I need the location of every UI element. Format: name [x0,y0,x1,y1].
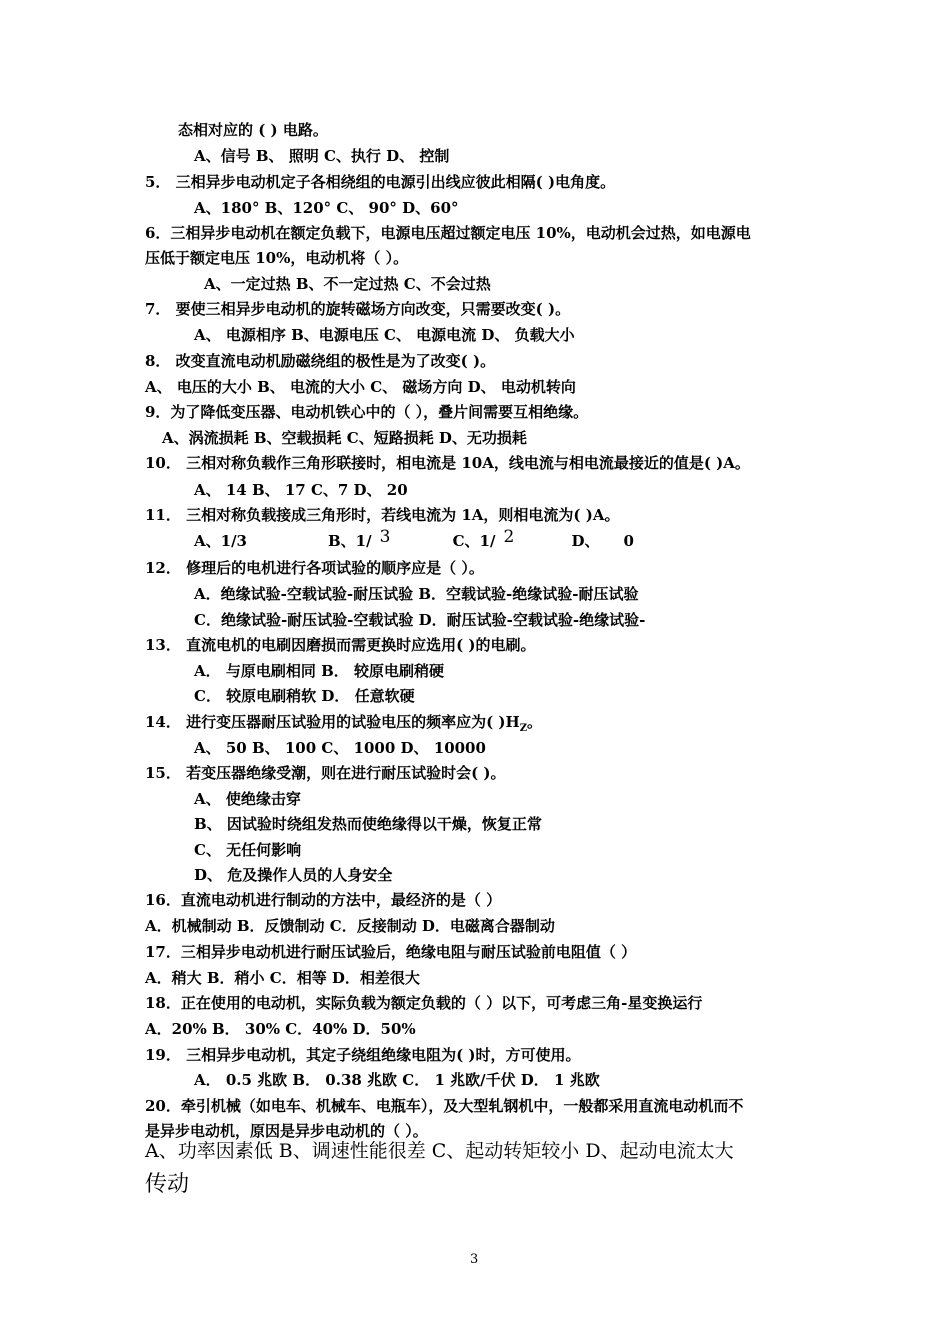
text-line: 20．牵引机械（如电车、机械车、电瓶车），及大型轧钢机中，一般都采用直流电动机而不 [145,1097,744,1115]
q14-text: 14． 进行变压器耐压试验用的试验电压的频率应为( )H [145,713,520,731]
q11-option-d-value: 0 [623,532,634,550]
text-line: A、 50 B、 100 C、 1000 D、 10000 [194,739,486,757]
q11-options [194,527,634,551]
q11-option-d: D、 [571,532,600,550]
text-line: 12． 修理后的电机进行各项试验的顺序应是（ ）。 [145,559,484,577]
text-line: 15． 若变压器绝缘受潮，则在进行耐压试验时会( )。 [145,764,506,782]
text-line: A．机械制动 B．反馈制动 C．反接制动 D．电磁离合器制动 [145,917,555,935]
text-line: 压低于额定电压 10%，电动机将（ ）。 [145,249,409,267]
text-line: 16．直流电动机进行制动的方法中，最经济的是（ ） [145,891,502,909]
text-line: 7． 要使三相异步电动机的旋转磁场方向改变，只需要改变( )。 [145,300,571,318]
text-line: A、 使绝缘击穿 [194,790,301,808]
text-line: 19． 三相异步电动机，其定子绕组绝缘电阻为( )时，方可使用。 [145,1046,581,1064]
q14-unit-subscript: Z [519,723,527,734]
text-line: A、180° B、120° C、 90° D、60° [194,199,459,217]
text-line: A． 0.5 兆欧 B． 0.38 兆欧 C． 1 兆欧/千伏 D． 1 兆欧 [194,1071,600,1089]
text-line: A．稍大 B．稍小 C．相等 D．相差很大 [145,969,420,987]
text-line: A． 与原电刷相同 B． 较原电刷稍硬 [194,662,444,680]
text-line: 6．三相异步电动机在额定负载下，电源电压超过额定电压 10%，电动机会过热，如电源电 [145,224,751,242]
text-line: B、 因试验时绕组发热而使绝缘得以干燥，恢复正常 [194,815,542,833]
text-line: A、 14 B、 17 C、7 D、 20 [194,481,408,499]
page-number: 3 [470,1252,479,1267]
q11-option-c-num: 2 [503,527,515,547]
q11-option-b-num: 3 [379,527,391,547]
text-line: 5． 三相异步电动机定子各相绕组的电源引出线应彼此相隔( )电角度。 [145,173,616,191]
text-line: 18．正在使用的电动机，实际负载为额定负载的（ ）以下，可考虑三角-星变换运行 [145,994,703,1012]
q11-option-b: B、1/ [328,532,372,550]
text-line: D、 危及操作人员的人身安全 [194,866,393,884]
text-line: A、信号 B、 照明 C、执行 D、 控制 [194,147,450,165]
q20-options: A、功率因素低 B、调速性能很差 C、起动转矩较小 D、起动电流太大 [145,1140,734,1162]
text-line: A、 电压的大小 B、 电流的大小 C、 磁场方向 D、 电动机转向 [145,378,576,396]
text-line: A、涡流损耗 B、空载损耗 C、短路损耗 D、无功损耗 [162,429,527,447]
text-line: A、 电源相序 B、电源电压 C、 电源电流 D、 负载大小 [194,326,575,344]
text-line: C．绝缘试验-耐压试验-空载试验 D．耐压试验-空载试验-绝缘试验- [194,611,646,629]
text-line: 9．为了降低变压器、电动机铁心中的（ ），叠片间需要互相绝缘。 [145,403,589,421]
text-line: 8． 改变直流电动机励磁绕组的极性是为了改变( )。 [145,352,496,370]
q11-option-c: C、1/ [452,532,496,550]
text-line: 10． 三相对称负载作三角形联接时，相电流是 10A，线电流与相电流最接近的值是( )A。 [145,454,750,472]
text-line: C、 无任何影响 [194,841,302,859]
text-line: C． 较原电刷稍软 D． 任意软硬 [194,687,415,705]
q11-option-a: A、1/3 [194,532,247,550]
q14-question [145,712,542,732]
text-line: 是异步电动机，原因是异步电动机的（ ）。 [145,1122,428,1140]
text-line: 17．三相异步电动机进行耐压试验后，绝缘电阻与耐压试验前电阻值（ ） [145,943,637,961]
text-line: 11． 三相对称负载接成三角形时，若线电流为 1A，则相电流为( )A。 [145,506,620,524]
text-line: A．20% B． 30% C．40% D．50% [145,1020,416,1038]
text-line: 态相对应的 ( ) 电路。 [178,121,328,139]
text-line: 13． 直流电机的电刷因磨损而需更换时应选用( )的电刷。 [145,636,536,654]
trailing-word: 传动 [145,1172,190,1197]
text-line: A、一定过热 B、不一定过热 C、不会过热 [204,275,491,293]
q14-end: 。 [527,713,543,731]
text-line: A．绝缘试验-空载试验-耐压试验 B．空载试验-绝缘试验-耐压试验 [194,585,639,603]
